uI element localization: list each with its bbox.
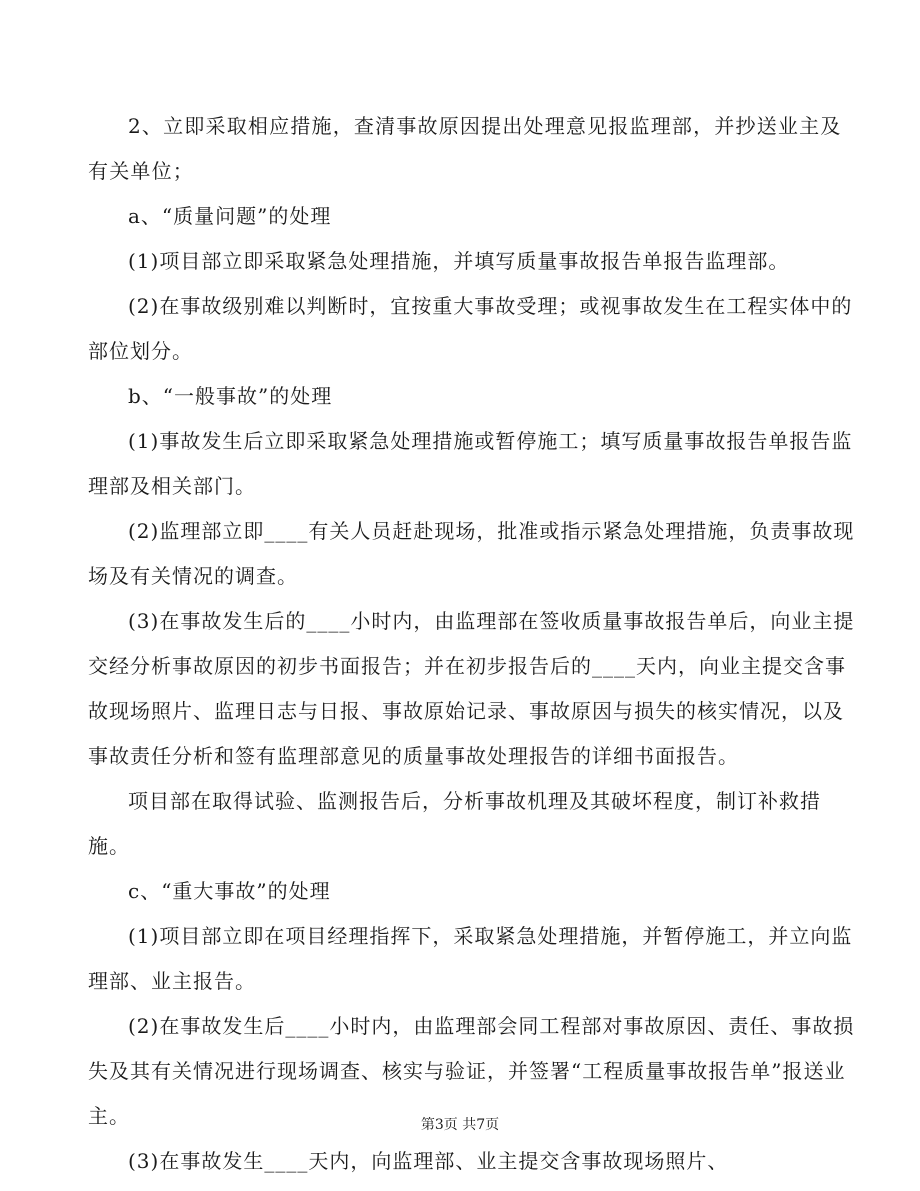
document-body: [88, 104, 860, 1184]
paragraph: 2、立即采取相应措施，查清事故原因提出处理意见报监理部，并抄送业主及有关单位；: [88, 114, 842, 183]
paragraph: (1)事故发生后立即采取紧急处理措施或暂停施工；填写质量事故报告单报告监理部及相关部门。: [88, 429, 853, 498]
paragraph: (2)在事故级别难以判断时，宜按重大事故受理；或视事故发生在工程实体中的部位划分。: [88, 294, 853, 363]
paragraph: (2)监理部立即____有关人员赶赴现场，批准或指示紧急处理措施，负责事故现场及有关情况的调查。: [88, 519, 855, 588]
section-heading-b: b、“一般事故”的处理: [128, 384, 333, 408]
paragraph: (2)在事故发生后____小时内，由监理部会同工程部对事故原因、责任、事故损失及其有关情况进行现场调查、核实与验证，并签署“工程质量事故报告单”报送业主。: [88, 1014, 855, 1128]
paragraph: (1)项目部立即采取紧急处理措施，并填写质量事故报告单报告监理部。: [128, 249, 790, 273]
paragraph: (3)在事故发生____天内，向监理部、业主提交含事故现场照片、: [128, 1149, 729, 1173]
section-heading-c: c、“重大事故”的处理: [128, 879, 331, 903]
paragraph: 项目部在取得试验、监测报告后，分析事故机理及其破坏程度，制订补救措施。: [88, 789, 821, 858]
paragraph: (3)在事故发生后的____小时内，由监理部在签收质量事故报告单后，向业主提交经分析事故原因的初步书面报告；并在初步报告后的____天内，向业主提交含事故现场照片、监理日志与日报、事故原始记录、事故原因与损失的核实情况，以及事故责任分析和签有监理部意见的质量事故处理报告的详细书面报告。: [88, 609, 855, 768]
paragraph: (1)项目部立即在项目经理指挥下，采取紧急处理措施，并暂停施工，并立向监理部、业主报告。: [88, 924, 853, 993]
page-number-footer: 第3页 共7页: [420, 1117, 500, 1133]
section-heading-a: a、“质量问题”的处理: [128, 204, 332, 228]
